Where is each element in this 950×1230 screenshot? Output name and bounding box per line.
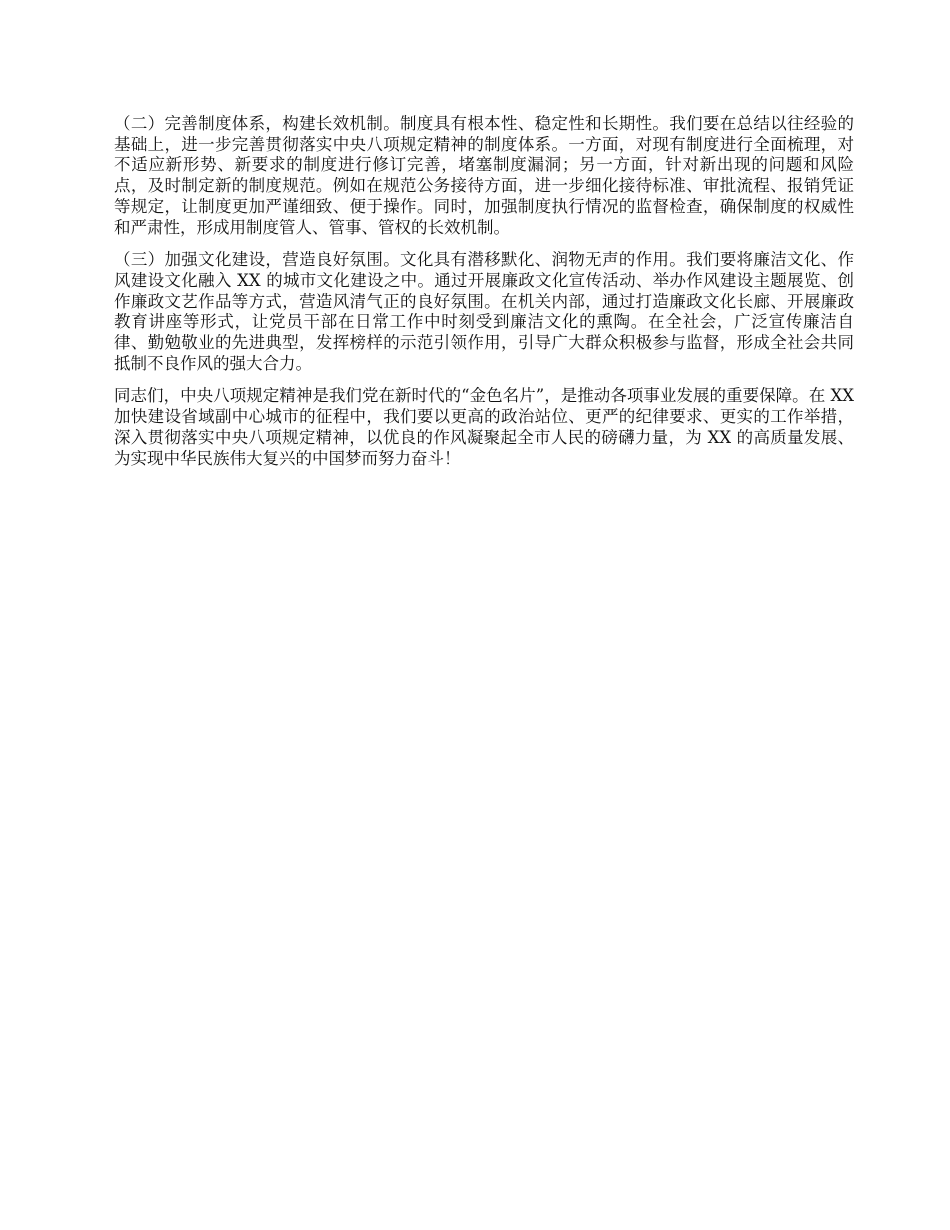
paragraph-culture-building: （三）加强文化建设，营造良好氛围。文化具有潜移默化、润物无声的作用。我们要将廉洁文化、作风建设文化融入 XX 的城市文化建设之中。通过开展廉政文化宣传活动、举办作风建设主题展览、创作廉政文艺作品等方式，营造风清气正的良好氛围。在机关内部，通过打造廉政文化长廊、开展廉政教育讲座等形式，让党员干部在日常工作中时刻受到廉洁文化的熏陶。在全社会，广泛宣传廉洁自律、勤勉敬业的先进典型，发挥榜样的示范引领作用，引导广大群众积极参与监督，形成全社会共同抵制不良作风的强大合力。: [114, 250, 854, 373]
paragraph-closing: 同志们，中央八项规定精神是我们党在新时代的“金色名片”，是推动各项事业发展的重要保障。在 XX 加快建设省域副中心城市的征程中，我们要以更高的政治站位、更严的纪律要求、更实的工作举措，深入贯彻落实中央八项规定精神，以优良的作风凝聚起全市人民的磅礴力量，为 XX 的高质量发展、为实现中华民族伟大复兴的中国梦而努力奋斗！: [114, 386, 854, 468]
paragraph-improve-system: （二）完善制度体系，构建长效机制。制度具有根本性、稳定性和长期性。我们要在总结以往经验的基础上，进一步完善贯彻落实中央八项规定精神的制度体系。一方面，对现有制度进行全面梳理，对不适应新形势、新要求的制度进行修订完善，堵塞制度漏洞；另一方面，针对新出现的问题和风险点，及时制定新的制度规范。例如在规范公务接待方面，进一步细化接待标准、审批流程、报销凭证等规定，让制度更加严谨细致、便于操作。同时，加强制度执行情况的监督检查，确保制度的权威性和严肃性，形成用制度管人、管事、管权的长效机制。: [114, 114, 854, 237]
document-body: [114, 114, 854, 481]
